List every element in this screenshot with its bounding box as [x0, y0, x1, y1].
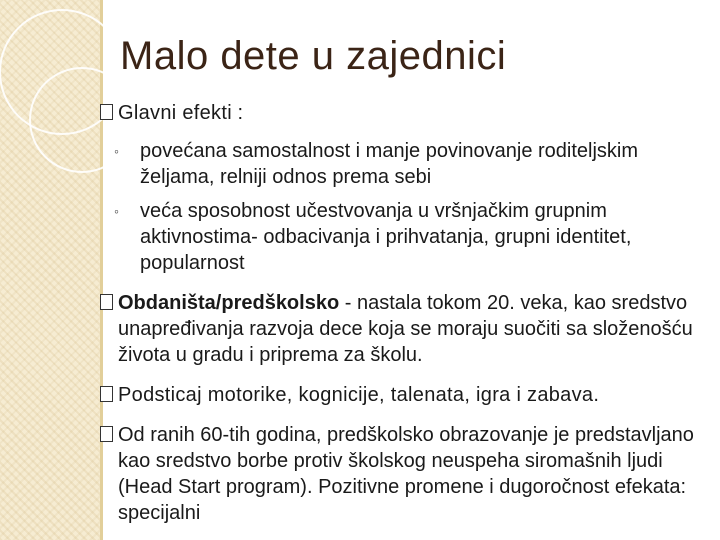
- bullet-box-icon: [100, 386, 113, 402]
- sub-bullet-autonomy: [100, 138, 716, 190]
- bullet-text: Od ranih 60-tih godina, predškolsko obrazovanje je predstavljano kao sredstvo borbe protiv školskog neuspeha siromašnih ljudi (Head Start program). Pozitivne promene i dugoročnost efekata: specijalni: [118, 424, 694, 524]
- bullet-text: :: [231, 102, 244, 124]
- bullet-text: povećana samostalnost i manje povinovanje roditeljskim željama, relniji odnos prema sebi: [140, 140, 639, 188]
- bullet-box-icon: [100, 294, 113, 310]
- bullet-stimulation: [100, 382, 716, 408]
- bullet-box-icon: [100, 104, 113, 120]
- sub-bullet-peer-groups: [100, 198, 716, 276]
- sub-bullet-circle-icon: ◦: [114, 143, 119, 159]
- bullet-box-icon: [100, 426, 113, 442]
- bullet-text: Podsticaj motorike, kognicije, talenata, igra i zabava.: [118, 384, 600, 406]
- sub-bullet-circle-icon: ◦: [114, 203, 119, 219]
- bullet-bold: Obdaništa/predškolsko: [118, 292, 340, 314]
- bullet-head-start: [100, 422, 716, 526]
- bullet-preschool: [100, 290, 716, 368]
- bullet-main-effects: [100, 100, 716, 126]
- slide-title: Malo dete u zajednici: [120, 34, 507, 78]
- bullet-bold: Glavni efekti: [118, 102, 232, 124]
- slide-content: [100, 100, 716, 538]
- bullet-text: - nastala tokom 20. veka, kao sredstvo unapređivanja razvoja dece koja se moraju suočiti sa složenošću života u gradu i priprema za školu.: [118, 292, 693, 366]
- bullet-text: veća sposobnost učestvovanja u vršnjačkim grupnim aktivnostima- odbacivanja i prihvatanja, grupni identitet, popularnost: [140, 200, 632, 274]
